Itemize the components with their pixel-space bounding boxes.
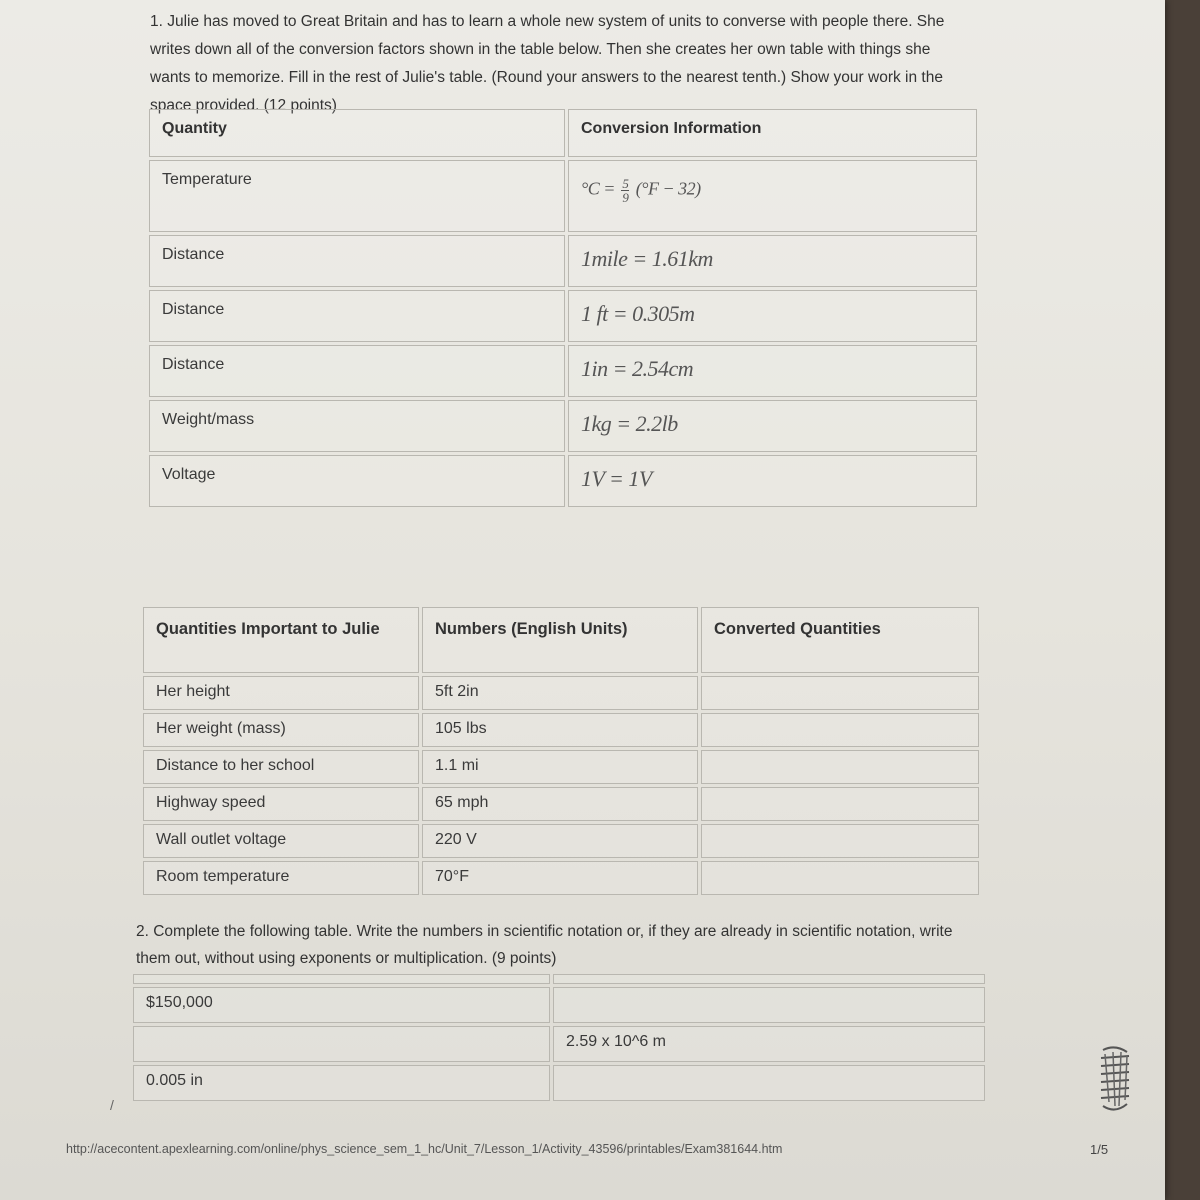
header-cell bbox=[133, 974, 550, 984]
table-row bbox=[133, 1065, 985, 1101]
converted-answer-cell[interactable] bbox=[701, 676, 979, 710]
row-quantity: Distance bbox=[149, 235, 565, 287]
formula-text: 1 ft = 0.305m bbox=[581, 301, 695, 326]
item-label: Highway speed bbox=[143, 787, 419, 821]
table-row bbox=[143, 861, 979, 895]
sci-cell-right[interactable] bbox=[553, 1065, 985, 1101]
scientific-notation-table bbox=[130, 971, 988, 1104]
table-row bbox=[143, 713, 979, 747]
table-header-row bbox=[133, 974, 985, 984]
english-value: 5ft 2in bbox=[422, 676, 698, 710]
sci-cell-right[interactable] bbox=[553, 987, 985, 1023]
header-quantities: Quantities Important to Julie bbox=[143, 607, 419, 673]
footer-url: http://acecontent.apexlearning.com/online/phys_science_sem_1_hc/Unit_7/Lesson_1/Activity_43596/printables/Exam381644.htm bbox=[66, 1142, 783, 1156]
english-value: 70°F bbox=[422, 861, 698, 895]
table-row bbox=[133, 1026, 985, 1062]
conversion-formula bbox=[568, 290, 977, 342]
row-quantity: Voltage bbox=[149, 455, 565, 507]
converted-answer-cell[interactable] bbox=[701, 861, 979, 895]
conversion-table bbox=[146, 106, 980, 510]
fraction-numerator: 5 bbox=[622, 176, 629, 191]
header-cell bbox=[553, 974, 985, 984]
converted-answer-cell[interactable] bbox=[701, 787, 979, 821]
formula-rhs: (°F − 32) bbox=[635, 178, 701, 199]
table-row bbox=[143, 787, 979, 821]
formula-text: 1mile = 1.61km bbox=[581, 246, 713, 271]
item-label: Distance to her school bbox=[143, 750, 419, 784]
header-english-units: Numbers (English Units) bbox=[422, 607, 698, 673]
sci-cell-left[interactable]: 0.005 in bbox=[133, 1065, 550, 1101]
header-quantity: Quantity bbox=[149, 109, 565, 157]
row-quantity: Distance bbox=[149, 290, 565, 342]
table-row bbox=[133, 987, 985, 1023]
item-label: Wall outlet voltage bbox=[143, 824, 419, 858]
table-row bbox=[143, 824, 979, 858]
conversion-formula bbox=[568, 345, 977, 397]
converted-answer-cell[interactable] bbox=[701, 824, 979, 858]
formula-lhs: °C = bbox=[581, 178, 615, 199]
formula-text: 1V = 1V bbox=[581, 466, 652, 491]
formula-text: 1kg = 2.2lb bbox=[581, 411, 678, 436]
table-row bbox=[143, 750, 979, 784]
page-number: 1/5 bbox=[1090, 1142, 1109, 1157]
question-1-text: 1. Julie has moved to Great Britain and has to learn a whole new system of units to converse with people there. She writes down all of the conversion factors shown in the table below. Then she creates her own table with things she wants to memorize. Fill in the rest of Julie's table. (Round your answers to the nearest tenth.) Show your work in the space provided. (12 points) bbox=[150, 13, 945, 114]
item-label: Room temperature bbox=[143, 861, 419, 895]
table-row bbox=[143, 676, 979, 710]
sci-cell-left[interactable] bbox=[133, 1026, 550, 1062]
question-2-text: 2. Complete the following table. Write the numbers in scientific notation or, if they are already in scientific notation, write them out, without using exponents or multiplication. (9 points) bbox=[136, 923, 953, 967]
stray-pen-mark: / bbox=[110, 1097, 114, 1113]
conversion-formula bbox=[568, 235, 977, 287]
sci-cell-right[interactable]: 2.59 x 10^6 m bbox=[553, 1026, 985, 1062]
converted-answer-cell[interactable] bbox=[701, 750, 979, 784]
item-label: Her height bbox=[143, 676, 419, 710]
english-value: 65 mph bbox=[422, 787, 698, 821]
fraction bbox=[621, 177, 629, 204]
row-quantity: Temperature bbox=[149, 160, 565, 232]
header-converted: Converted Quantities bbox=[701, 607, 979, 673]
conversion-formula bbox=[568, 455, 977, 507]
english-value: 105 lbs bbox=[422, 713, 698, 747]
conversion-formula bbox=[568, 400, 977, 452]
fraction-denominator: 9 bbox=[622, 190, 629, 205]
row-quantity: Weight/mass bbox=[149, 400, 565, 452]
converted-answer-cell[interactable] bbox=[701, 713, 979, 747]
sci-cell-left[interactable]: $150,000 bbox=[133, 987, 550, 1023]
julie-conversion-table bbox=[140, 604, 982, 898]
handwritten-scribble-mark bbox=[1095, 1040, 1135, 1120]
temperature-formula bbox=[568, 160, 977, 232]
english-value: 1.1 mi bbox=[422, 750, 698, 784]
english-value: 220 V bbox=[422, 824, 698, 858]
item-label: Her weight (mass) bbox=[143, 713, 419, 747]
formula-text: 1in = 2.54cm bbox=[581, 356, 694, 381]
row-quantity: Distance bbox=[149, 345, 565, 397]
header-conversion-information: Conversion Information bbox=[568, 109, 977, 157]
